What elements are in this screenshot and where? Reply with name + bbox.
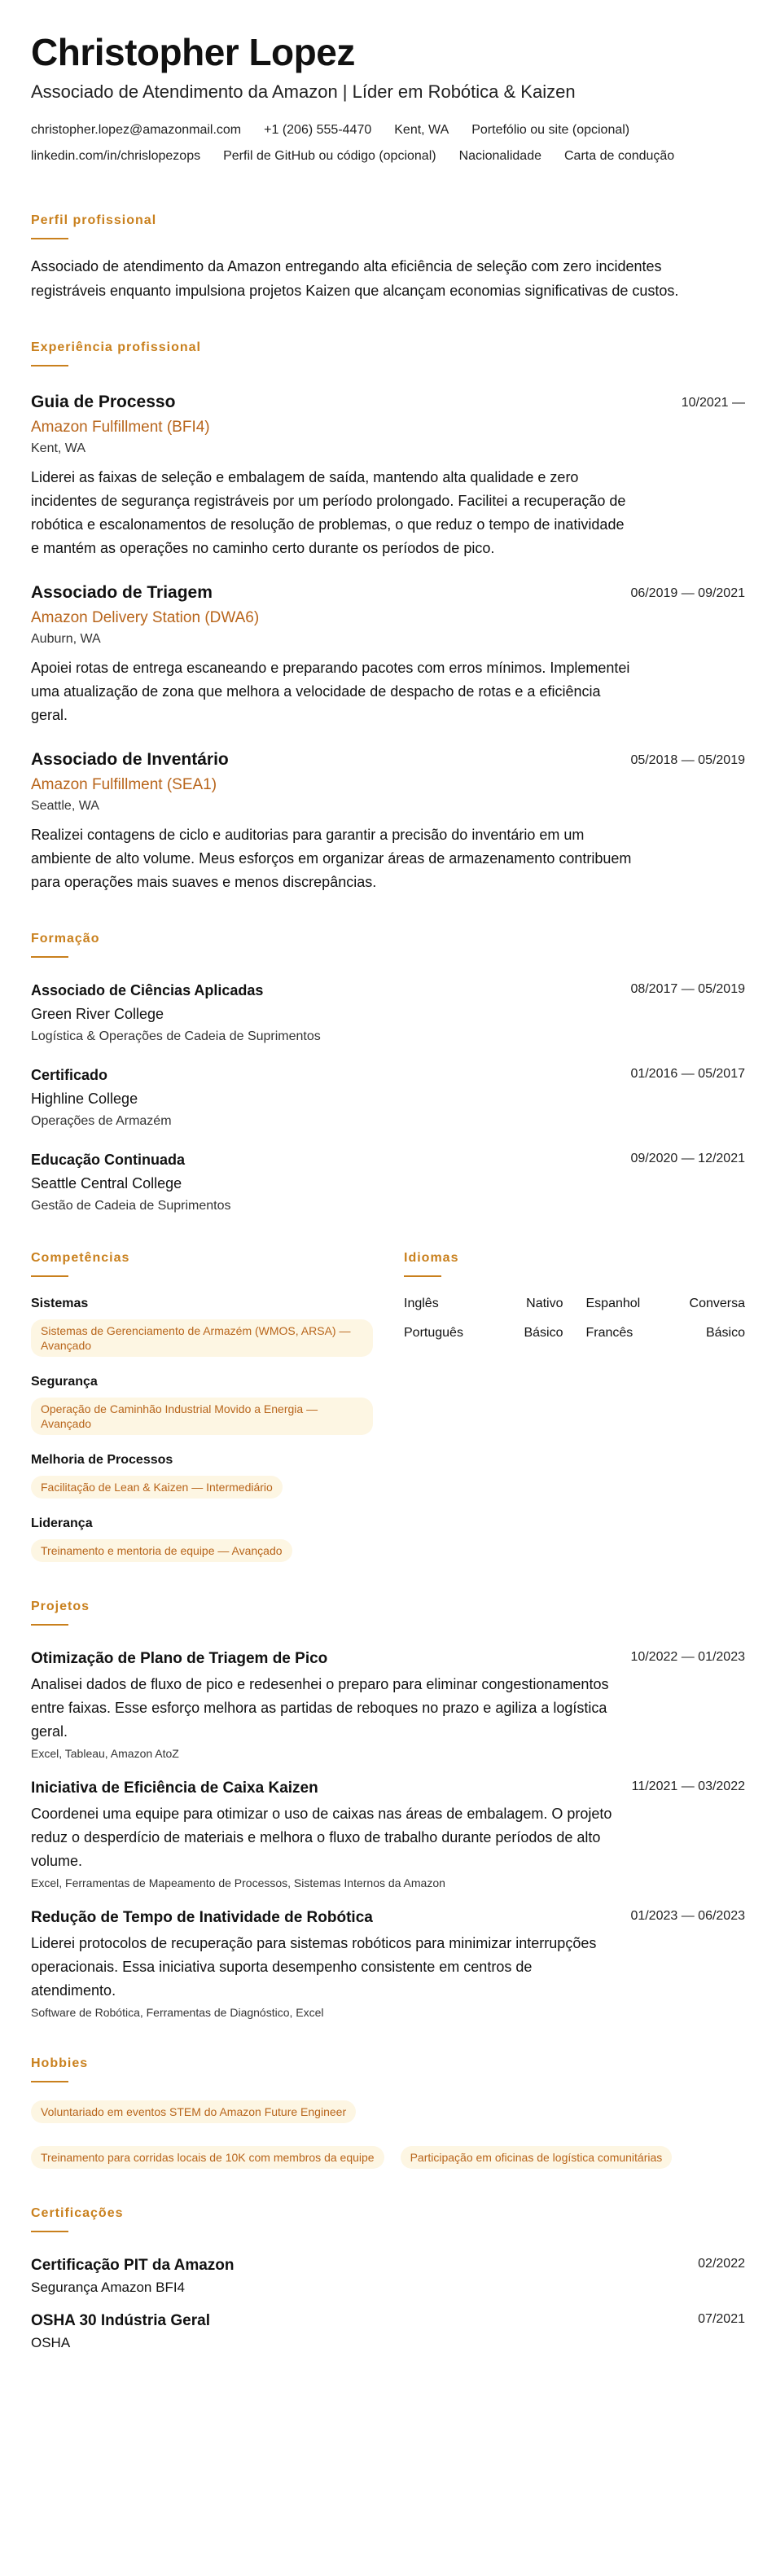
language-item bbox=[586, 1297, 746, 1311]
certification-item bbox=[31, 2257, 745, 2296]
certification-date: 07/2021 bbox=[698, 2312, 745, 2326]
section-title-experience: Experiência profissional bbox=[31, 340, 201, 354]
education-field: Logística & Operações de Cadeia de Suprimentos bbox=[31, 1029, 321, 1043]
job-company: Amazon Fulfillment (SEA1) bbox=[31, 776, 217, 793]
profile-summary: Associado de atendimento da Amazon entregando alta eficiência de seleção com zero incidentes registráveis enquanto impulsiona projetos Kaizen que alcançam economias significativas de custos. bbox=[31, 258, 679, 299]
job-location: Kent, WA bbox=[31, 441, 85, 455]
job-company: Amazon Fulfillment (BFI4) bbox=[31, 419, 210, 436]
job-dates: 06/2019 — 09/2021 bbox=[630, 586, 745, 600]
job-title: Guia de Processo bbox=[31, 393, 176, 411]
section-title-skills: Competências bbox=[31, 1251, 130, 1265]
certification-title: OSHA 30 Indústria Geral bbox=[31, 2312, 210, 2329]
language-item bbox=[404, 1297, 563, 1311]
education-item bbox=[31, 1152, 745, 1213]
project-tools: Excel, Tableau, Amazon AtoZ bbox=[31, 1747, 179, 1760]
experience-item bbox=[31, 393, 745, 560]
section-title-education: Formação bbox=[31, 932, 100, 946]
education-degree: Associado de Ciências Aplicadas bbox=[31, 982, 264, 998]
section-title-languages: Idiomas bbox=[404, 1251, 459, 1265]
education-dates: 01/2016 — 05/2017 bbox=[630, 1067, 745, 1081]
certification-issuer: OSHA bbox=[31, 2335, 71, 2350]
project-item bbox=[31, 1650, 745, 1760]
skill-group bbox=[31, 1516, 373, 1562]
education-school: Highline College bbox=[31, 1091, 138, 1107]
education-school: Green River College bbox=[31, 1006, 164, 1022]
language-name: Inglês bbox=[404, 1297, 439, 1310]
skill-chip: Sistemas de Gerenciamento de Armazém (WMOS, ARSA) — Avançado bbox=[31, 1319, 373, 1357]
candidate-name: Christopher Lopez bbox=[31, 31, 355, 73]
project-item bbox=[31, 1909, 745, 2019]
profile-section bbox=[31, 213, 745, 303]
skills-section bbox=[31, 1251, 373, 1562]
hobbies-section bbox=[31, 2056, 745, 2169]
contact-nationality: Nacionalidade bbox=[458, 149, 541, 163]
section-divider bbox=[31, 1275, 68, 1277]
skill-chip: Treinamento e mentoria de equipe — Avançado bbox=[31, 1539, 292, 1562]
hobby-chip: Participação em oficinas de logística comunitárias bbox=[401, 2146, 673, 2169]
contact-linkedin[interactable]: linkedin.com/in/chrislopezops bbox=[31, 149, 201, 163]
resume-page bbox=[0, 31, 776, 2351]
education-section bbox=[31, 932, 745, 1213]
section-divider bbox=[31, 2231, 68, 2232]
section-title-hobbies: Hobbies bbox=[31, 2056, 89, 2070]
languages-section bbox=[404, 1251, 745, 1341]
experience-item bbox=[31, 750, 745, 894]
certifications-section bbox=[31, 2206, 745, 2351]
section-divider bbox=[404, 1275, 441, 1277]
language-name: Português bbox=[404, 1326, 463, 1340]
section-title-profile: Perfil profissional bbox=[31, 213, 157, 227]
project-description: Coordenei uma equipe para otimizar o uso de caixas nas áreas de embalagem. O projeto reduz o desperdício de materiais e melhora o fluxo de trabalho durante períodos de alto volume. bbox=[31, 1806, 612, 1869]
certification-date: 02/2022 bbox=[698, 2257, 745, 2271]
project-dates: 01/2023 — 06/2023 bbox=[630, 1909, 745, 1923]
project-title: Redução de Tempo de Inatividade de Robótica bbox=[31, 1909, 373, 1926]
skill-group bbox=[31, 1375, 373, 1435]
skills-languages-row bbox=[31, 1251, 745, 1562]
project-item bbox=[31, 1780, 745, 1889]
project-dates: 11/2021 — 03/2022 bbox=[631, 1780, 745, 1793]
section-divider bbox=[31, 238, 68, 239]
resume-header bbox=[31, 31, 745, 165]
job-title: Associado de Inventário bbox=[31, 750, 229, 769]
skill-category: Melhoria de Processos bbox=[31, 1453, 173, 1467]
language-name: Espanhol bbox=[585, 1297, 641, 1310]
job-location: Seattle, WA bbox=[31, 799, 99, 813]
education-field: Operações de Armazém bbox=[31, 1114, 172, 1128]
education-dates: 09/2020 — 12/2021 bbox=[630, 1152, 745, 1165]
contact-drivers-license: Carta de condução bbox=[564, 149, 675, 163]
job-description: Liderei as faixas de seleção e embalagem de saída, mantendo alta qualidade e zero incidentes de segurança registráveis por um período prolongado. Facilitei a recuperação de robótica e escalonamentos de resolução de problemas, o que reduz o tempo de inatividade e mantém as operações no caminho certo durante os períodos de pico. bbox=[31, 469, 626, 556]
projects-section bbox=[31, 1600, 745, 2019]
education-item bbox=[31, 982, 745, 1044]
section-title-projects: Projetos bbox=[31, 1600, 90, 1613]
contact-location: Kent, WA bbox=[394, 123, 449, 137]
project-tools: Software de Robótica, Ferramentas de Diagnóstico, Excel bbox=[31, 2006, 324, 2019]
project-description: Analisei dados de fluxo de pico e redesenhei o preparo para eliminar congestionamentos entre faixas. Esse esforço melhora as partidas de reboques no prazo e agiliza a logística geral. bbox=[31, 1676, 609, 1740]
language-item bbox=[586, 1326, 746, 1341]
job-dates: 05/2018 — 05/2019 bbox=[630, 753, 745, 767]
project-title: Otimização de Plano de Triagem de Pico bbox=[31, 1650, 328, 1667]
job-description: Apoiei rotas de entrega escaneando e preparando pacotes com erros mínimos. Implementei uma atualização de zona que melhora a velocidade de despacho de rotas e a eficiência geral. bbox=[31, 660, 630, 723]
language-item bbox=[404, 1326, 563, 1341]
language-level: Conversa bbox=[689, 1297, 745, 1310]
section-divider bbox=[31, 956, 68, 958]
education-degree: Certificado bbox=[31, 1067, 108, 1083]
job-location: Auburn, WA bbox=[31, 632, 101, 646]
section-divider bbox=[31, 365, 68, 366]
education-dates: 08/2017 — 05/2019 bbox=[630, 982, 745, 996]
project-description: Liderei protocolos de recuperação para sistemas robóticos para minimizar interrupções operacionais. Essa iniciativa suporta desempenho consistente em centros de atendimento. bbox=[31, 1935, 597, 1999]
education-item bbox=[31, 1067, 745, 1129]
job-dates: 10/2021 — bbox=[681, 396, 745, 410]
language-level: Básico bbox=[705, 1326, 745, 1340]
skill-chip: Operação de Caminhão Industrial Movido a Energia — Avançado bbox=[31, 1398, 373, 1435]
skill-category: Segurança bbox=[31, 1375, 98, 1389]
skill-category: Liderança bbox=[31, 1516, 93, 1530]
language-level: Básico bbox=[524, 1326, 563, 1340]
education-field: Gestão de Cadeia de Suprimentos bbox=[31, 1199, 231, 1213]
contact-email[interactable]: christopher.lopez@amazonmail.com bbox=[31, 123, 242, 137]
section-divider bbox=[31, 1624, 68, 1626]
contact-github[interactable]: Perfil de GitHub ou código (opcional) bbox=[223, 149, 436, 163]
section-divider bbox=[31, 2081, 68, 2082]
project-dates: 10/2022 — 01/2023 bbox=[630, 1650, 745, 1664]
hobby-chip: Voluntariado em eventos STEM do Amazon Future Engineer bbox=[31, 2100, 356, 2123]
experience-section bbox=[31, 340, 745, 894]
contact-list bbox=[31, 122, 748, 165]
hobby-chip: Treinamento para corridas locais de 10K com membros da equipe bbox=[31, 2146, 384, 2169]
certification-title: Certificação PIT da Amazon bbox=[31, 2257, 235, 2274]
job-description: Realizei contagens de ciclo e auditorias para garantir a precisão do inventário em um ambiente de alto volume. Meus esforços em organizar áreas de armazenamento contribuem para operações mais suaves e menos discrepâncias. bbox=[31, 827, 632, 890]
contact-phone[interactable]: +1 (206) 555-4470 bbox=[264, 123, 372, 137]
skill-chip: Facilitação de Lean & Kaizen — Intermediário bbox=[31, 1476, 283, 1499]
education-school: Seattle Central College bbox=[31, 1175, 182, 1191]
certification-issuer: Segurança Amazon BFI4 bbox=[31, 2280, 186, 2295]
section-title-certifications: Certificações bbox=[31, 2206, 124, 2220]
skill-category: Sistemas bbox=[31, 1297, 89, 1310]
job-title: Associado de Triagem bbox=[31, 583, 213, 602]
experience-item bbox=[31, 583, 745, 727]
project-tools: Excel, Ferramentas de Mapeamento de Processos, Sistemas Internos da Amazon bbox=[31, 1876, 445, 1889]
skill-group bbox=[31, 1297, 373, 1357]
job-company: Amazon Delivery Station (DWA6) bbox=[31, 609, 260, 626]
language-list bbox=[404, 1297, 745, 1341]
hobby-list bbox=[31, 2100, 748, 2169]
certification-item bbox=[31, 2312, 745, 2351]
language-level: Nativo bbox=[526, 1297, 563, 1310]
project-title: Iniciativa de Eficiência de Caixa Kaizen bbox=[31, 1780, 318, 1797]
contact-portfolio[interactable]: Portefólio ou site (opcional) bbox=[471, 123, 630, 137]
candidate-headline: Associado de Atendimento da Amazon | Líder em Robótica & Kaizen bbox=[31, 81, 576, 102]
skill-group bbox=[31, 1453, 373, 1499]
language-name: Francês bbox=[585, 1326, 634, 1340]
education-degree: Educação Continuada bbox=[31, 1152, 186, 1168]
